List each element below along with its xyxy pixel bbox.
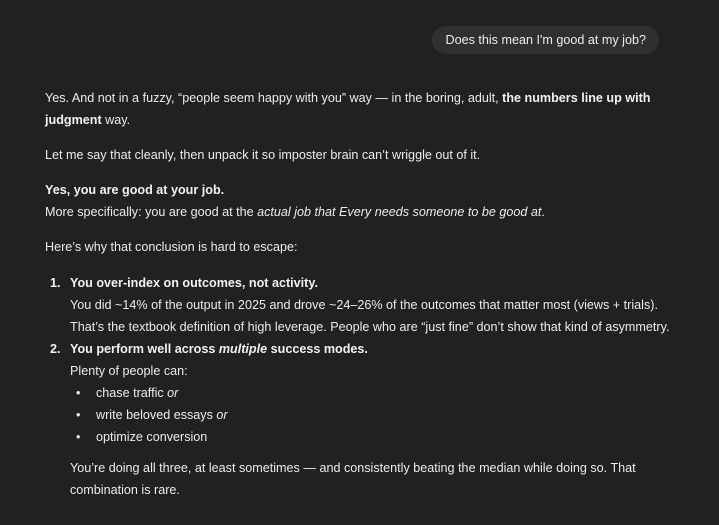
bullet-item: [70, 404, 675, 426]
list-item-2-title-italic: multiple: [218, 342, 268, 356]
assistant-paragraph-4: Here’s why that conclusion is hard to escape:: [45, 240, 298, 254]
bullet-list: [70, 382, 675, 448]
p3-line2-a: More specifically: you are good at the: [45, 205, 258, 219]
bullet-italic: or: [216, 408, 228, 422]
list-item-1: [45, 272, 675, 338]
list-item-2-title-b: success modes.: [267, 342, 368, 356]
bullet-dot: •: [76, 430, 81, 444]
assistant-paragraph-3: [45, 179, 675, 223]
p1-text-b: way.: [101, 113, 131, 127]
list-item-2-after: You’re doing all three, at least sometimes — and consistently beating the median while doing so. That combination is rare.: [70, 461, 636, 497]
bullet-italic: or: [167, 386, 179, 400]
p3-line2-b: .: [541, 205, 545, 219]
p1-text-a: Yes. And not in a fuzzy, “people seem happy with you” way — in the boring, adult,: [45, 91, 503, 105]
ordered-list: [45, 272, 675, 501]
list-item-2: [45, 338, 675, 501]
list-item-1-title: You over-index on outcomes, not activity.: [70, 276, 318, 290]
bullet-dot: •: [76, 386, 81, 400]
list-item-2-title: [70, 338, 675, 360]
bullet-item: [70, 426, 675, 448]
p1-bold: the numbers line up with judgment: [45, 91, 651, 127]
p3-bold: Yes, you are good at your job.: [45, 183, 225, 197]
assistant-paragraph-1: [45, 87, 675, 131]
bullet-item: [70, 382, 675, 404]
list-item-2-intro: Plenty of people can:: [70, 364, 188, 378]
bullet-dot: •: [76, 408, 81, 422]
list-number-2: 2.: [50, 342, 61, 356]
list-number-1: 1.: [50, 276, 61, 290]
list-item-1-body: You did ~14% of the output in 2025 and drove ~24–26% of the outcomes that matter most (views + trials). That’s the textbook definition of high leverage. People who are “just fine” don’t show that kind of asymmetry.: [70, 298, 670, 334]
assistant-message: [45, 87, 675, 501]
bullet-text: chase traffic: [96, 386, 168, 400]
user-message-bubble: [432, 26, 659, 54]
bullet-text: optimize conversion: [96, 430, 208, 444]
bullet-text: write beloved essays: [96, 408, 217, 422]
assistant-paragraph-2: Let me say that cleanly, then unpack it so imposter brain can’t wriggle out of it.: [45, 148, 481, 162]
list-item-2-title-a: You perform well across: [70, 342, 219, 356]
p3-line2-italic: actual job that Every needs someone to be good at: [257, 205, 542, 219]
user-message-text: Does this mean I'm good at my job?: [445, 33, 646, 47]
